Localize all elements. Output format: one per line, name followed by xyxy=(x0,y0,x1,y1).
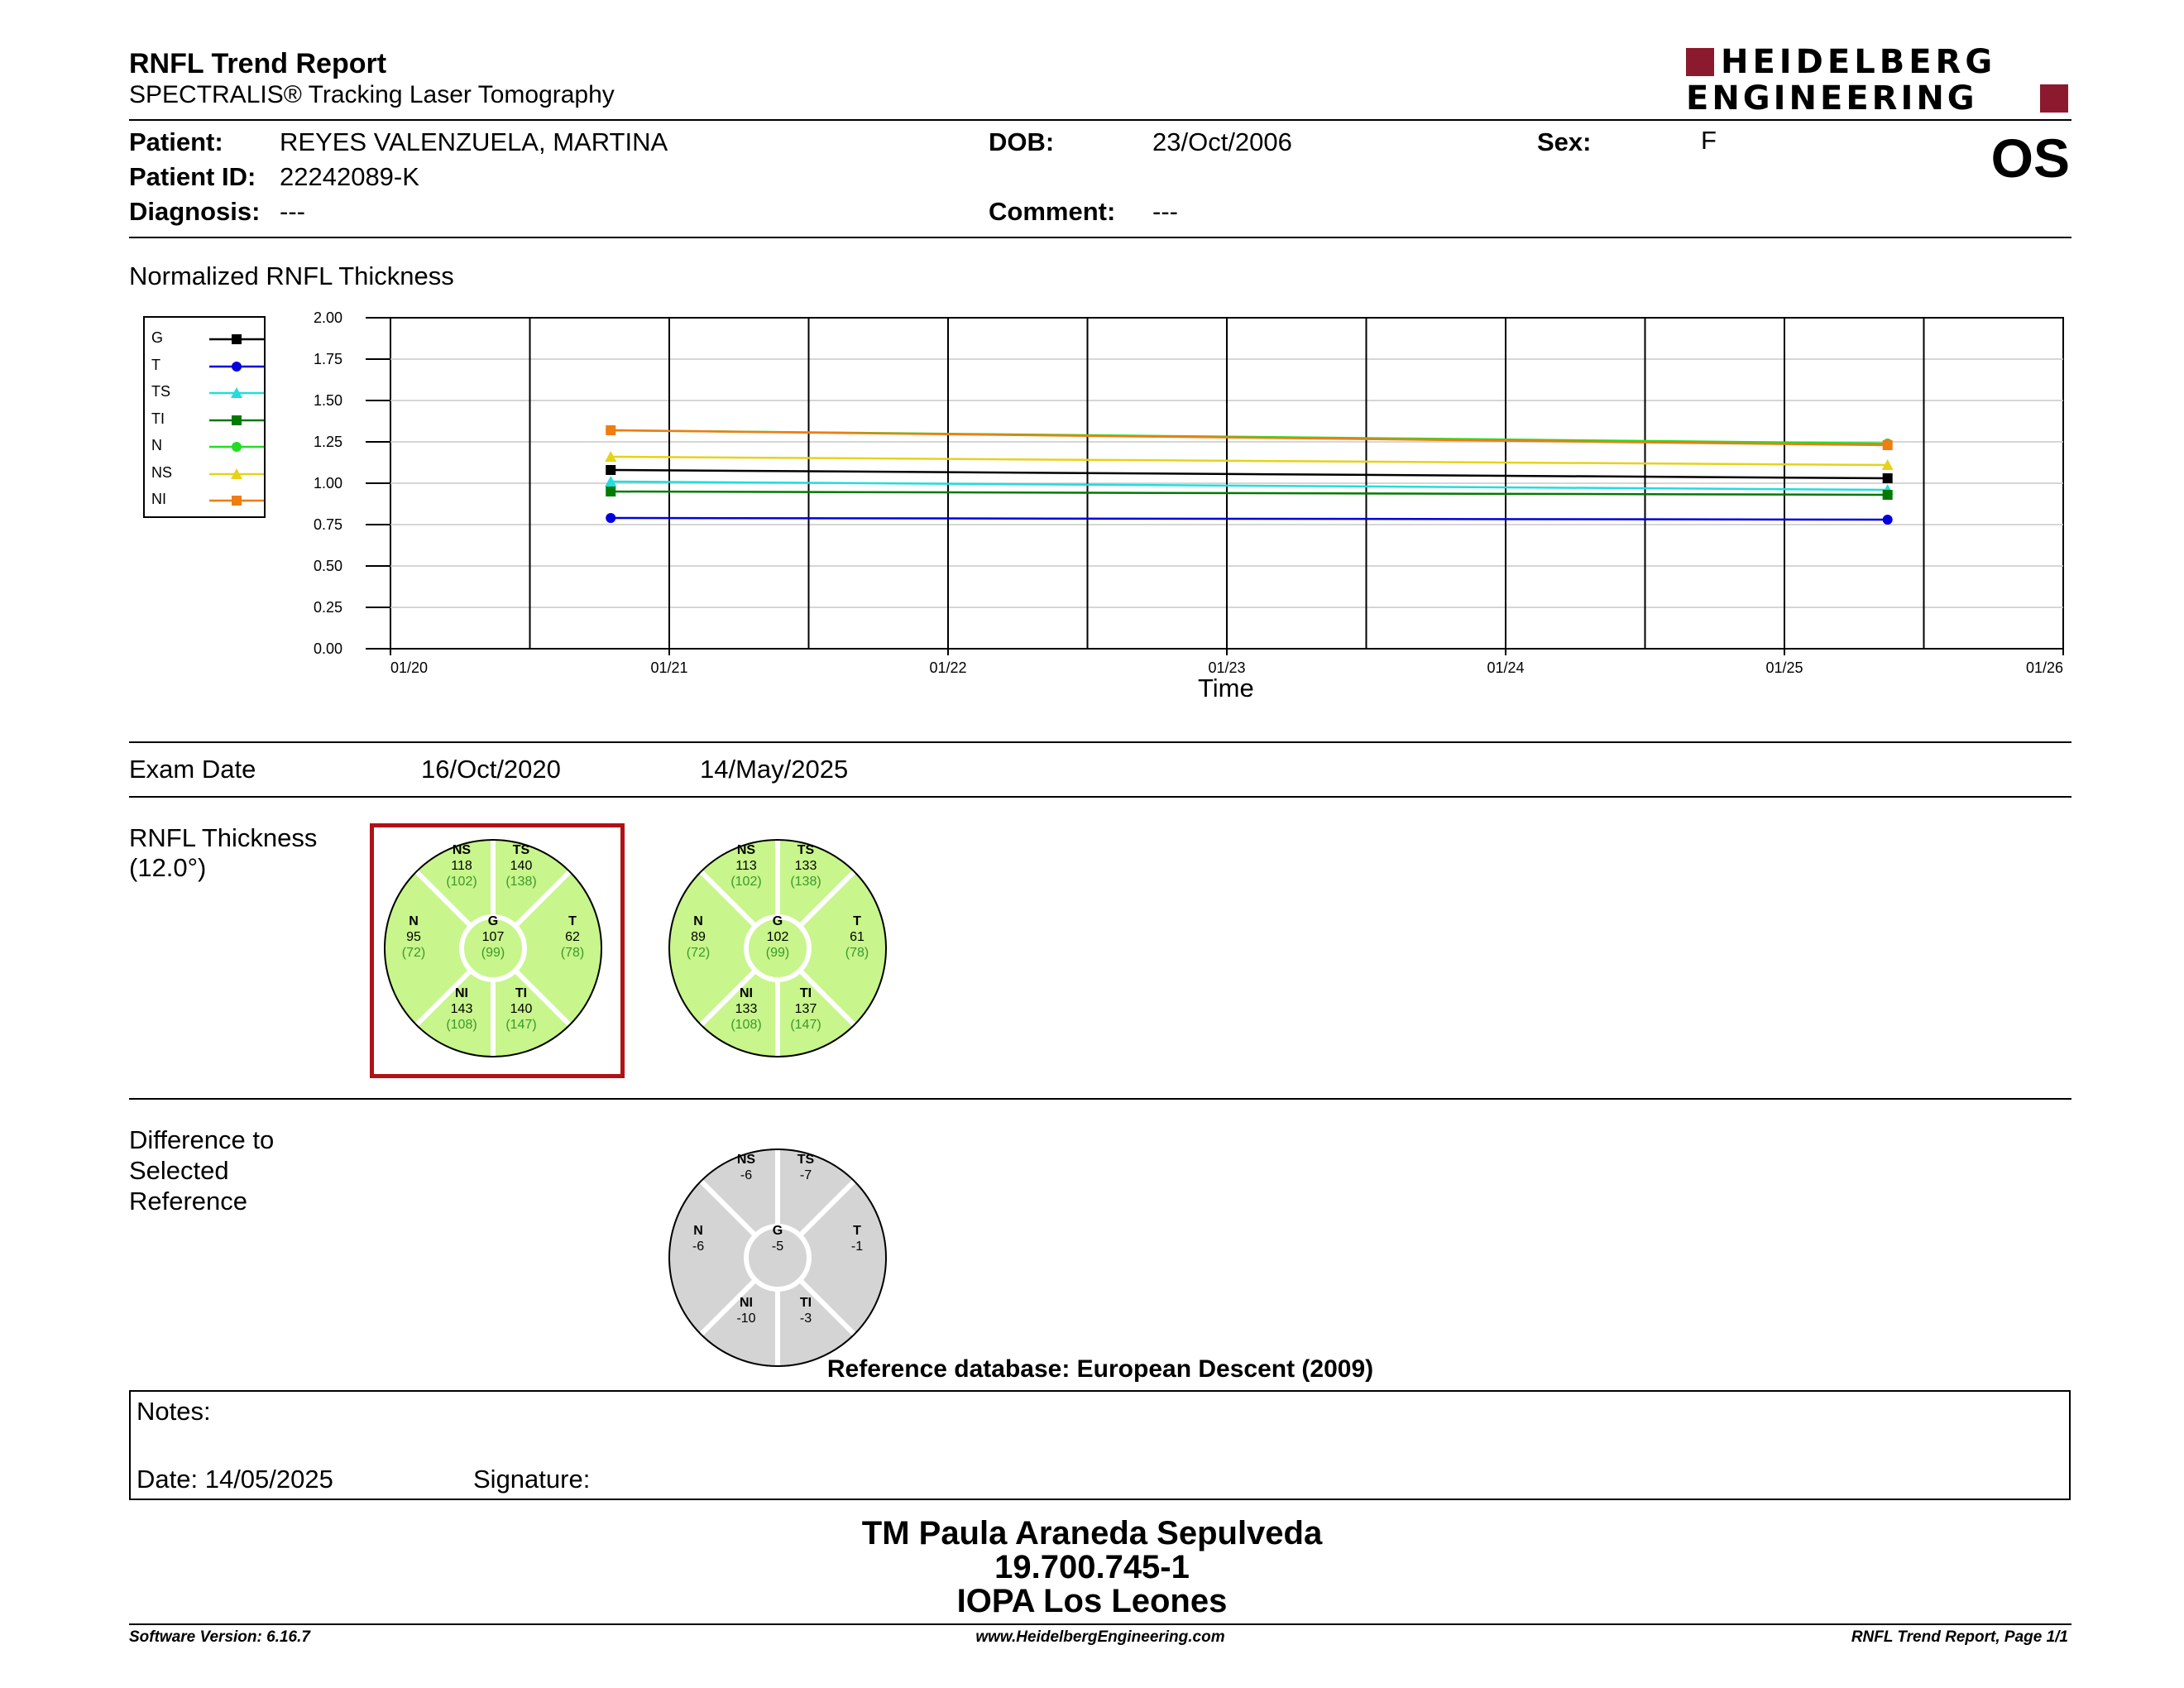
sector-value: 89 xyxy=(691,930,706,944)
sector-label: NS xyxy=(736,843,756,857)
exam-date-2: 14/May/2025 xyxy=(700,755,849,784)
dob-label: DOB: xyxy=(989,127,1055,156)
sector-reference: (99) xyxy=(481,946,505,960)
difference-label-2: Selected xyxy=(129,1156,229,1185)
diagnosis-label: Diagnosis: xyxy=(129,197,261,226)
data-point-g-0 xyxy=(606,465,615,475)
chart-x-label: Time xyxy=(1198,674,1254,703)
patient-name-label: Patient: xyxy=(129,127,223,156)
x-tick-label: 01/26 xyxy=(2025,659,2063,676)
sector-label: TI xyxy=(799,986,812,1000)
y-tick-label: 1.00 xyxy=(313,475,342,492)
legend-label: NI xyxy=(151,491,166,507)
patient-id: 22242089-K xyxy=(280,162,419,191)
trend-chart xyxy=(0,0,2184,720)
sector-reference: (102) xyxy=(730,875,762,889)
sector-label: NS xyxy=(736,1153,756,1167)
sector-reference: (138) xyxy=(505,875,537,889)
eye-indicator: OS xyxy=(1990,127,2070,189)
series-line-ni xyxy=(611,430,1887,445)
legend-label: TS xyxy=(151,383,171,400)
sector-reference: (72) xyxy=(686,946,711,960)
thickness-circle-exam-1[interactable] xyxy=(382,837,604,1059)
sector-reference: (138) xyxy=(790,875,821,889)
rnfl-thickness-label: RNFL Thickness xyxy=(129,823,318,852)
sector-value: -1 xyxy=(850,1240,864,1254)
sector-value: 107 xyxy=(481,930,505,944)
data-point-ni-0 xyxy=(606,425,615,435)
stamp-name: TM Paula Araneda Sepulveda xyxy=(861,1515,1323,1551)
thickness-circle-exam-2[interactable] xyxy=(667,837,888,1059)
sector-label: NI xyxy=(740,986,753,1000)
notes-label: Notes: xyxy=(136,1397,211,1426)
sector-reference: (108) xyxy=(446,1018,477,1032)
x-tick-label: 01/24 xyxy=(1487,659,1525,676)
sector-label: N xyxy=(693,1224,703,1238)
sector-value: -10 xyxy=(736,1312,756,1326)
y-tick-label: 1.75 xyxy=(313,351,342,367)
sector-label: T xyxy=(568,914,577,928)
sector-value: 143 xyxy=(450,1002,473,1016)
sector-value: 113 xyxy=(735,859,757,873)
sector-value: 62 xyxy=(565,930,580,944)
sector-label: TS xyxy=(512,843,530,857)
comment-value: --- xyxy=(1152,197,1178,226)
y-tick-label: 0.50 xyxy=(313,558,342,574)
sector-label: TI xyxy=(515,986,528,1000)
y-tick-label: 0.00 xyxy=(313,640,342,657)
signature-label: Signature: xyxy=(473,1465,591,1494)
y-tick-label: 1.25 xyxy=(313,434,342,450)
y-tick-label: 0.75 xyxy=(313,516,342,533)
series-line-ns xyxy=(611,457,1887,465)
x-tick-label: 01/23 xyxy=(1208,659,1246,676)
sector-value: 95 xyxy=(406,930,421,944)
x-tick-label: 01/22 xyxy=(929,659,967,676)
data-point-ni-1 xyxy=(1883,440,1893,450)
data-point-ti-1 xyxy=(1883,490,1893,500)
difference-label-1: Difference to xyxy=(129,1125,275,1154)
legend-label: TI xyxy=(151,410,165,427)
sector-label: T xyxy=(853,1224,861,1238)
logo-line2: ENGINEERING xyxy=(1686,79,1978,117)
sector-value: 137 xyxy=(794,1002,817,1016)
sector-label: N xyxy=(409,914,419,928)
y-tick-label: 1.50 xyxy=(313,392,342,409)
sector-value: -6 xyxy=(692,1240,705,1254)
sector-value: 140 xyxy=(510,859,533,873)
sector-value: 118 xyxy=(451,859,472,873)
legend-label: T xyxy=(151,356,160,373)
rnfl-angle-label: (12.0°) xyxy=(129,853,207,882)
report-subtitle: SPECTRALIS® Tracking Laser Tomography xyxy=(129,81,615,108)
sector-value: -3 xyxy=(799,1312,812,1326)
sector-label: N xyxy=(693,914,703,928)
patient-id-label: Patient ID: xyxy=(129,162,256,191)
legend-label: N xyxy=(151,437,162,453)
x-tick-label: 01/21 xyxy=(650,659,688,676)
sector-value: -5 xyxy=(771,1240,784,1254)
sector-label: G xyxy=(772,914,783,928)
difference-label-3: Reference xyxy=(129,1187,248,1216)
sector-reference: (147) xyxy=(790,1018,821,1032)
sector-reference: (78) xyxy=(845,946,869,960)
sector-label: TS xyxy=(797,843,815,857)
data-point-g-1 xyxy=(1883,473,1893,483)
sector-label: NI xyxy=(455,986,468,1000)
reference-database: Reference database: European Descent (2009) xyxy=(826,1355,1374,1383)
series-line-g xyxy=(611,470,1887,478)
sector-value: 133 xyxy=(735,1002,758,1016)
sector-label: T xyxy=(853,914,861,928)
stamp-institution: IOPA Los Leones xyxy=(956,1583,1228,1619)
sector-reference: (72) xyxy=(401,946,426,960)
sector-value: -6 xyxy=(740,1168,753,1182)
sector-value: 61 xyxy=(850,930,864,944)
footer-divider xyxy=(129,1623,2071,1625)
sector-reference: (102) xyxy=(446,875,477,889)
exam-date-1: 16/Oct/2020 xyxy=(421,755,561,784)
notes-date: Date: 14/05/2025 xyxy=(136,1465,333,1494)
chart-title: Normalized RNFL Thickness xyxy=(129,261,454,290)
dob-value: 23/Oct/2006 xyxy=(1152,127,1292,156)
sex-label: Sex: xyxy=(1537,127,1592,156)
sector-label: NS xyxy=(452,843,472,857)
sector-value: -7 xyxy=(799,1168,812,1182)
exam-top-divider xyxy=(129,741,2071,743)
exam-date-label: Exam Date xyxy=(129,755,256,784)
difference-circle[interactable] xyxy=(667,1147,888,1369)
series-line-ti xyxy=(611,492,1887,495)
x-tick-label: 01/20 xyxy=(390,659,429,676)
sector-reference: (108) xyxy=(730,1018,762,1032)
page-number: RNFL Trend Report, Page 1/1 xyxy=(1851,1628,2068,1646)
sector-label: TI xyxy=(799,1296,812,1310)
diagnosis-value: --- xyxy=(280,197,305,226)
notes-box[interactable] xyxy=(129,1390,2071,1500)
sex-value: F xyxy=(1701,126,1717,155)
sector-label: G xyxy=(772,1224,783,1238)
patient-name: REYES VALENZUELA, MARTINA xyxy=(280,127,668,156)
thickness-divider xyxy=(129,1098,2071,1100)
sector-label: G xyxy=(487,914,499,928)
sector-value: 102 xyxy=(766,930,789,944)
sector-reference: (99) xyxy=(765,946,790,960)
data-point-t-1 xyxy=(1883,515,1893,525)
legend-label: NS xyxy=(151,463,173,481)
x-tick-label: 01/25 xyxy=(1765,659,1803,676)
sector-label: NI xyxy=(740,1296,753,1310)
y-tick-label: 2.00 xyxy=(313,309,342,326)
sector-reference: (78) xyxy=(560,946,585,960)
series-line-t xyxy=(611,518,1887,520)
data-point-t-0 xyxy=(606,513,615,523)
sector-value: 140 xyxy=(510,1002,533,1016)
exam-bottom-divider xyxy=(129,796,2071,798)
stamp-id: 19.700.745-1 xyxy=(994,1549,1190,1585)
y-tick-label: 0.25 xyxy=(313,599,342,616)
data-point-ti-0 xyxy=(606,487,615,496)
sector-reference: (147) xyxy=(505,1018,537,1032)
comment-label: Comment: xyxy=(989,197,1116,226)
sector-label: TS xyxy=(797,1153,815,1167)
software-version: Software Version: 6.16.7 xyxy=(129,1628,310,1646)
legend-label: G xyxy=(151,329,164,346)
report-title: RNFL Trend Report xyxy=(129,48,387,79)
sector-value: 133 xyxy=(794,859,817,873)
website-link[interactable]: www.HeidelbergEngineering.com xyxy=(975,1628,1225,1646)
logo-line1: HEIDELBERG xyxy=(1721,43,1997,81)
